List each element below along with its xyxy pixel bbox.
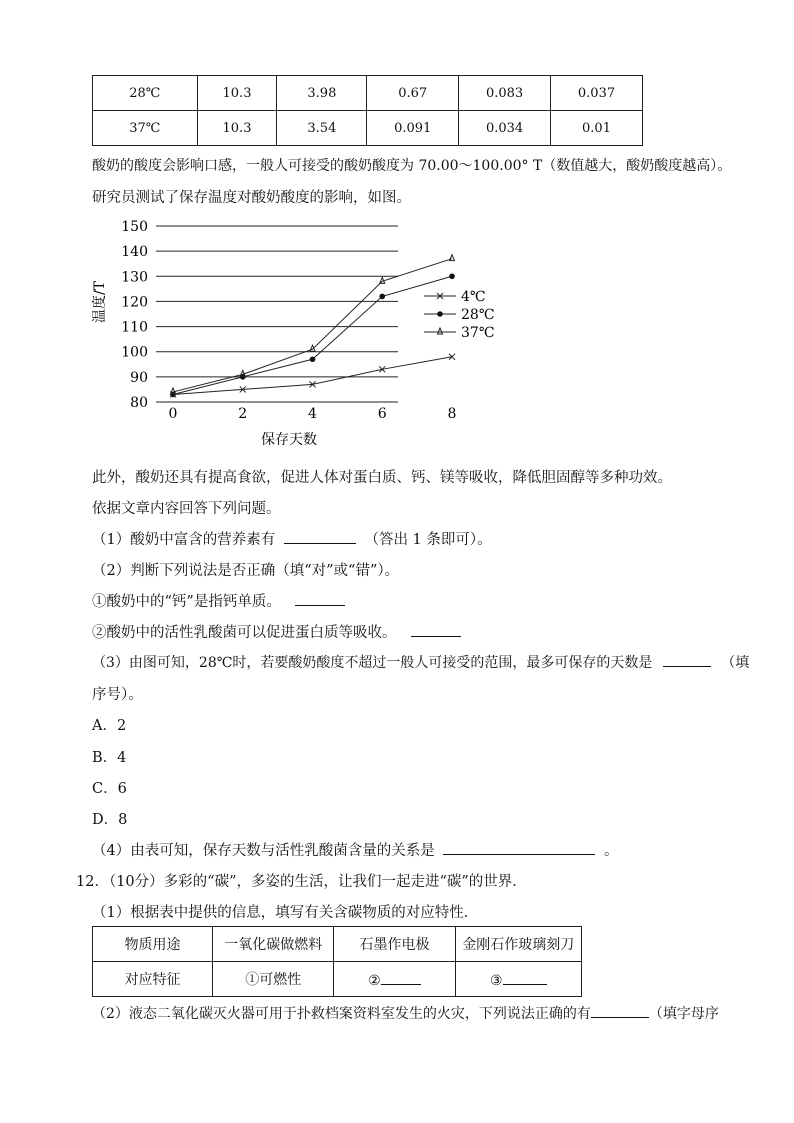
paragraph-study: 研究员测试了保存温度对酸奶酸度的影响，如图。	[92, 190, 411, 206]
x-axis-label: 保存天数	[261, 432, 317, 448]
series-line-0	[173, 357, 452, 395]
cell-label: ③	[490, 972, 503, 989]
table-cell: 3.54	[277, 111, 367, 146]
paragraph-benefits: 此外，酸奶还具有提高食欲，促进人体对蛋白质、钙、镁等吸收，降低胆固醇等多种功效。	[92, 470, 672, 486]
question-text: ①酸奶中的“钙”是指钙单质。	[92, 594, 281, 610]
triangle-marker	[310, 345, 315, 351]
y-tick-label: 140	[121, 244, 148, 261]
answer-blank[interactable]	[663, 652, 711, 667]
question-text: （3）由图可知，28℃时，若要酸奶酸度不超过一般人可接受的范围，最多可保存的天数是	[92, 655, 653, 671]
table-header-cell: 一氧化碳做燃料	[213, 927, 334, 962]
table-row	[93, 962, 582, 997]
table-header-cell: 石墨作电极	[334, 927, 455, 962]
question-text: （4）由表可知，保存天数与活性乳酸菌含量的关系是	[92, 843, 435, 859]
option-d[interactable]: D．8	[92, 812, 128, 828]
question-1	[92, 528, 492, 549]
question-2a	[92, 590, 345, 611]
y-tick-label: 110	[121, 319, 148, 336]
question-text: （2）液态二氧化碳灭火器可用于扑救档案资料室发生的火灾，下列说法正确的有	[92, 1006, 591, 1022]
question-4	[92, 839, 618, 860]
answer-blank[interactable]	[381, 970, 421, 985]
question-12-2	[92, 1003, 719, 1023]
y-tick-label: 80	[130, 395, 148, 411]
y-tick-label: 130	[121, 269, 148, 286]
question-text: （1）酸奶中富含的营养素有	[92, 532, 276, 548]
legend-label: 4℃	[461, 289, 486, 305]
series-line-2	[173, 259, 452, 392]
answer-blank[interactable]	[503, 970, 547, 985]
question-tail: 。	[603, 843, 619, 859]
y-tick-label: 150	[121, 219, 148, 235]
table-cell: 0.083	[459, 76, 551, 111]
question-tail: （填字母序	[648, 1006, 719, 1022]
acidity-line-chart	[90, 212, 510, 452]
paragraph-acidity: 酸奶的酸度会影响口感，一般人可接受的酸奶酸度为 70.00～100.00° T（数值越大，酸奶酸度越高）。	[92, 158, 732, 174]
table-cell: 10.3	[197, 76, 277, 111]
table-cell: 10.3	[197, 111, 277, 146]
question-2: （2）判断下列说法是否正确（填“对”或“错”）。	[92, 563, 400, 579]
table-cell	[334, 962, 455, 997]
paragraph-instruction: 依据文章内容回答下列问题。	[92, 501, 281, 517]
table-cell: 0.034	[459, 111, 551, 146]
answer-blank[interactable]	[591, 1003, 649, 1018]
legend-label: 37℃	[461, 325, 495, 341]
table-cell: 0.037	[551, 76, 643, 111]
triangle-marker	[450, 255, 455, 261]
dot-marker	[449, 273, 455, 279]
table-cell	[455, 962, 581, 997]
triangle-marker	[438, 328, 443, 334]
y-tick-label: 120	[121, 294, 148, 311]
x-tick-label: 2	[238, 406, 248, 422]
question-text: ②酸奶中的活性乳酸菌可以促进蛋白质等吸收。	[92, 625, 397, 641]
table-row	[93, 76, 643, 111]
answer-blank[interactable]	[411, 622, 461, 637]
table-cell: 28℃	[93, 76, 198, 111]
question-3-line2: 序号）。	[92, 687, 143, 703]
question-tail: （填	[721, 655, 750, 671]
y-axis-label: 温度/T	[92, 280, 108, 324]
option-c[interactable]: C．6	[92, 781, 127, 797]
question-2b	[92, 621, 461, 642]
table-cell: 0.091	[367, 111, 459, 146]
x-tick-label: 0	[168, 406, 178, 422]
answer-blank[interactable]	[284, 529, 356, 544]
table-row	[93, 111, 643, 146]
option-b[interactable]: B．4	[92, 750, 127, 766]
table-cell: 0.01	[551, 111, 643, 146]
y-tick-label: 100	[121, 344, 148, 361]
question-3	[92, 652, 749, 672]
legend-label: 28℃	[461, 307, 495, 323]
question-tail: （答出 1 条即可）。	[364, 532, 492, 548]
table-header-cell: 物质用途	[93, 927, 213, 962]
table-cell: 对应特征	[93, 962, 213, 997]
dot-marker	[437, 311, 443, 317]
table-cell: 0.67	[367, 76, 459, 111]
table-cell: 37℃	[93, 111, 198, 146]
x-tick-label: 4	[308, 406, 317, 422]
option-a[interactable]: A．2	[92, 718, 127, 734]
x-tick-label: 8	[447, 406, 457, 422]
table-cell: 3.98	[277, 76, 367, 111]
x-tick-label: 6	[377, 406, 387, 422]
question-12-1: （1）根据表中提供的信息，填写有关含碳物质的对应特性．	[92, 905, 479, 921]
y-tick-label: 90	[130, 369, 148, 386]
table-header-cell: 金刚石作玻璃刻刀	[455, 927, 581, 962]
table-cell: ①可燃性	[213, 962, 334, 997]
dot-marker	[310, 356, 316, 362]
answer-blank[interactable]	[295, 591, 345, 606]
yogurt-data-table	[92, 75, 643, 146]
carbon-properties-table	[92, 926, 582, 997]
dot-marker	[379, 294, 385, 300]
answer-blank[interactable]	[443, 840, 595, 855]
triangle-marker	[380, 277, 385, 283]
cell-label: ②	[368, 972, 381, 989]
question-12: 12．（10分）多彩的“碳”，多姿的生活，让我们一起走进“碳”的世界．	[76, 874, 527, 890]
table-row	[93, 927, 582, 962]
